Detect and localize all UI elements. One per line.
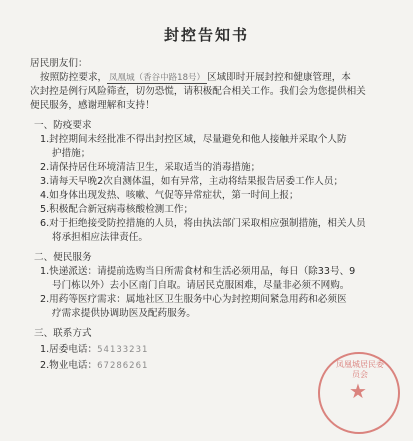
seal-text: 凤凰城居民委员会 — [336, 360, 384, 379]
star-icon: ★ — [349, 379, 367, 403]
section-1-heading: 一、防疫要求 — [34, 120, 92, 131]
section-2-item: 号门栋以外）去小区南门自取。请居民克服困难，尽量非必须不网购。 — [52, 280, 350, 291]
section-1-item: 6.对于拒绝接受防控措施的人员，将由执法部门采取相应强制措施，相关人员 — [40, 218, 366, 229]
intro-line-3: 便民服务，感谢理解和支持！ — [30, 100, 155, 111]
section-1-item: 5.积极配合新冠病毒核酸检测工作； — [40, 204, 194, 215]
section-3-heading: 三、联系方式 — [34, 328, 92, 339]
section-2-heading: 二、便民服务 — [34, 252, 92, 263]
section-2-item: 2.用药等医疗需求：属地社区卫生服务中心为封控期间紧急用药和必须医 — [40, 294, 347, 305]
intro-line-1-post: 区域即时开展封控和健康管理，本 — [206, 72, 351, 83]
property-label: 2.物业电话： — [40, 360, 98, 371]
area-name: 凤凰城（香谷中路18号） — [109, 73, 205, 83]
section-1-item: 2.请保持居住环境清洁卫生，采取适当的消毒措施； — [40, 162, 261, 173]
intro-line-2: 次封控是例行风险筛查，切勿恐慌，请积极配合相关工作。我们会为您提供相关 — [30, 86, 366, 97]
resident-label: 1.居委电话： — [40, 344, 98, 355]
section-2-item: 疗需求提供协调助医及配药服务。 — [52, 308, 196, 319]
official-seal — [318, 352, 400, 434]
resident-contact — [40, 343, 148, 357]
section-2-item: 1.快递派送：请提前选购当日所需食材和生活必须用品，每日（除33号、9 — [40, 266, 356, 277]
greeting: 居民朋友们： — [30, 58, 88, 69]
section-1-item: 护措施； — [52, 148, 91, 159]
property-contact — [40, 359, 148, 373]
section-1-item: 3.请每天早晚2次自测体温，如有异常，主动将结果报告居委工作人员； — [40, 176, 344, 187]
section-1-item: 4.如身体出现发热、咳嗽、气促等异常症状，第一时间上报； — [40, 190, 299, 201]
intro-line-1-pre: 按照防控要求， — [40, 72, 108, 83]
section-1-item: 将承担相应法律责任。 — [52, 232, 148, 243]
section-1-item: 1.封控期间未经批准不得出封控区域，尽量避免和他人接触并采取个人防 — [40, 134, 347, 145]
page-title: 封控告知书 — [163, 26, 249, 44]
intro-line-1 — [40, 71, 351, 85]
property-phone: 67286261 — [97, 361, 149, 371]
resident-phone: 54133231 — [97, 345, 149, 355]
